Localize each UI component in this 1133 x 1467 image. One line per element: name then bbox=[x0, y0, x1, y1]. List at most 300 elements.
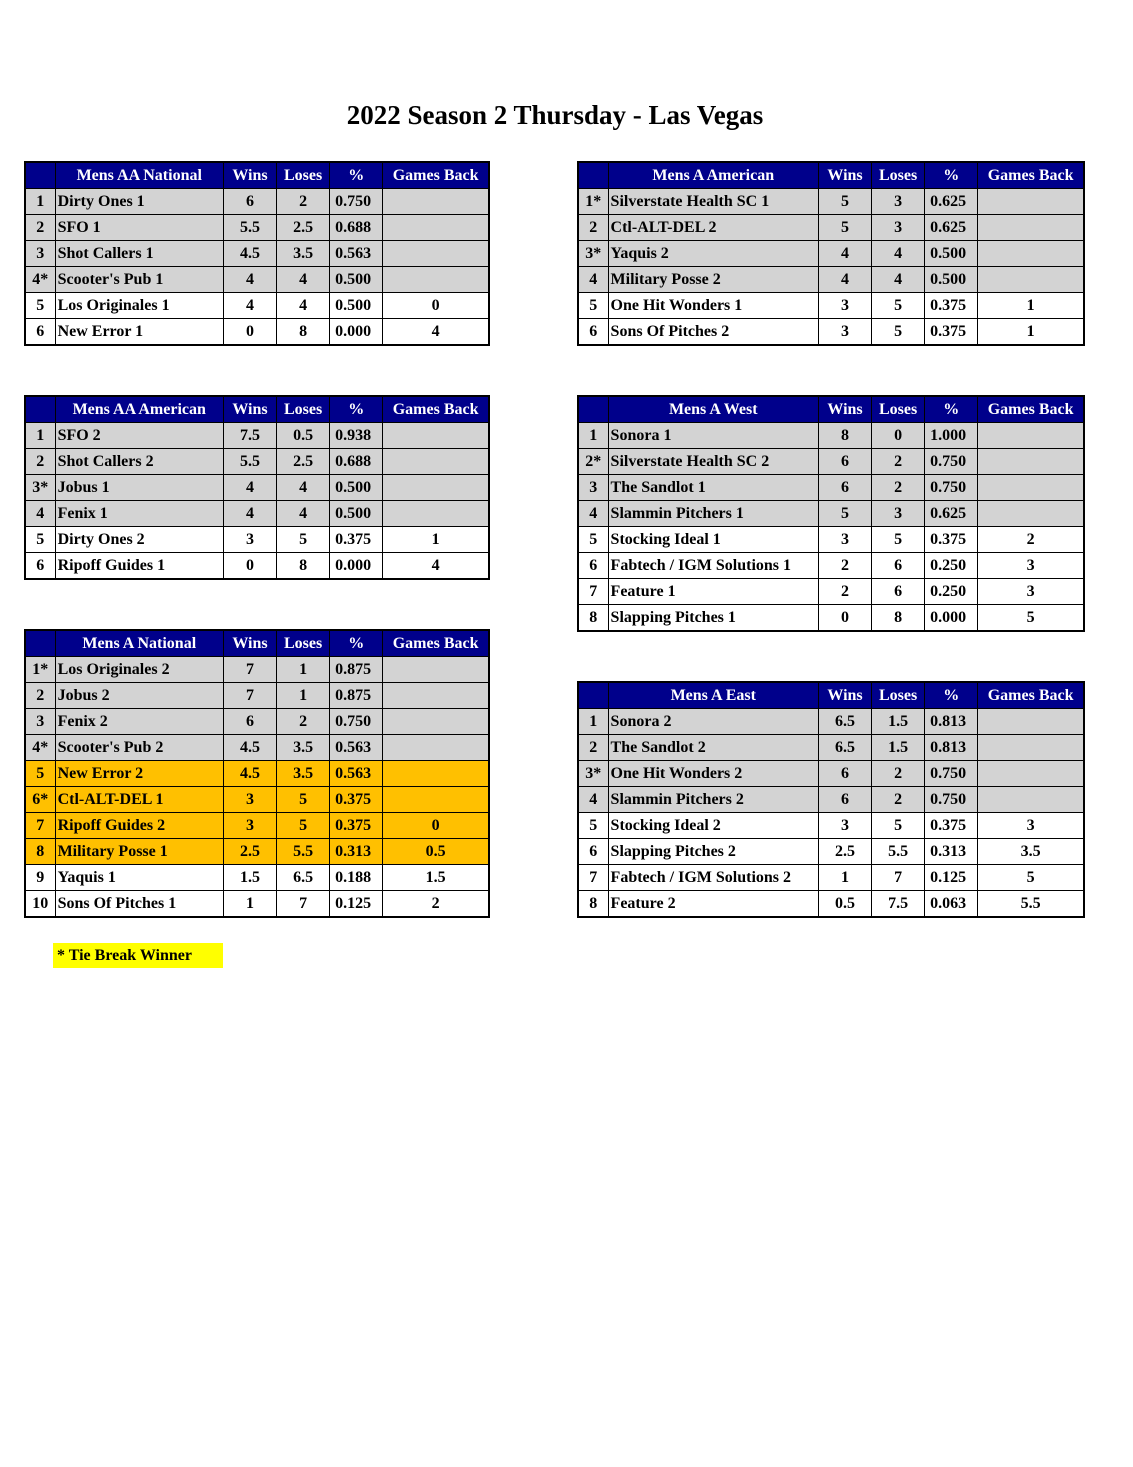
table-row bbox=[578, 891, 1084, 918]
wins-cell: 3 bbox=[223, 787, 276, 813]
loses-cell: 5 bbox=[277, 813, 330, 839]
wins-cell: 5 bbox=[818, 215, 871, 241]
games-back-cell bbox=[978, 735, 1084, 761]
loses-header: Loses bbox=[277, 162, 330, 189]
team-cell: Military Posse 1 bbox=[55, 839, 223, 865]
loses-header: Loses bbox=[277, 630, 330, 657]
pct-cell: 0.500 bbox=[330, 267, 383, 293]
rank-cell: 4* bbox=[25, 267, 55, 293]
team-cell: Ctl-ALT-DEL 1 bbox=[55, 787, 223, 813]
wins-cell: 4 bbox=[818, 241, 871, 267]
table-row bbox=[25, 891, 489, 918]
wins-cell: 1 bbox=[223, 891, 276, 918]
pct-cell: 0.750 bbox=[330, 709, 383, 735]
standings-mens-a-east bbox=[577, 681, 1085, 918]
team-cell: Dirty Ones 1 bbox=[55, 189, 223, 215]
loses-cell: 0 bbox=[872, 423, 925, 449]
team-cell: Fenix 1 bbox=[55, 501, 223, 527]
pct-cell: 0.750 bbox=[925, 787, 978, 813]
table-row bbox=[578, 735, 1084, 761]
pct-cell: 0.000 bbox=[330, 553, 383, 580]
header-row bbox=[578, 682, 1084, 709]
pct-cell: 0.000 bbox=[330, 319, 383, 346]
rank-cell: 5 bbox=[578, 527, 608, 553]
games-back-cell: 3.5 bbox=[978, 839, 1084, 865]
rank-cell: 1* bbox=[578, 189, 608, 215]
table-row bbox=[25, 735, 489, 761]
loses-cell: 4 bbox=[277, 267, 330, 293]
team-cell: One Hit Wonders 1 bbox=[608, 293, 818, 319]
standings-mens-a-west bbox=[577, 395, 1085, 632]
header-row bbox=[25, 162, 489, 189]
rank-cell: 2 bbox=[578, 735, 608, 761]
pct-cell: 0.375 bbox=[330, 527, 383, 553]
rank-cell: 1 bbox=[578, 709, 608, 735]
games-back-cell: 5 bbox=[978, 865, 1084, 891]
team-cell: Sons Of Pitches 1 bbox=[55, 891, 223, 918]
team-cell: Slammin Pitchers 2 bbox=[608, 787, 818, 813]
team-cell: Los Originales 2 bbox=[55, 657, 223, 683]
team-cell: Jobus 1 bbox=[55, 475, 223, 501]
wins-cell: 2 bbox=[818, 553, 871, 579]
pct-cell: 0.563 bbox=[330, 761, 383, 787]
team-cell: Sons Of Pitches 2 bbox=[608, 319, 818, 346]
division-name: Mens AA American bbox=[55, 396, 223, 423]
wins-cell: 5.5 bbox=[223, 215, 276, 241]
rank-cell: 1 bbox=[578, 423, 608, 449]
loses-cell: 2 bbox=[872, 787, 925, 813]
team-cell: Yaquis 2 bbox=[608, 241, 818, 267]
games-back-cell: 2 bbox=[383, 891, 489, 918]
loses-cell: 3 bbox=[872, 501, 925, 527]
table-row bbox=[578, 813, 1084, 839]
pct-cell: 0.750 bbox=[925, 475, 978, 501]
games-back-cell bbox=[383, 501, 489, 527]
rank-cell: 2 bbox=[25, 683, 55, 709]
header-row bbox=[578, 162, 1084, 189]
loses-header: Loses bbox=[277, 396, 330, 423]
team-cell: Los Originales 1 bbox=[55, 293, 223, 319]
pct-cell: 0.813 bbox=[925, 735, 978, 761]
loses-cell: 3.5 bbox=[277, 241, 330, 267]
loses-cell: 4 bbox=[872, 241, 925, 267]
rank-cell: 1 bbox=[25, 423, 55, 449]
wins-cell: 4.5 bbox=[223, 735, 276, 761]
games-back-cell bbox=[978, 189, 1084, 215]
team-cell: Shot Callers 1 bbox=[55, 241, 223, 267]
games-back-cell bbox=[978, 787, 1084, 813]
pct-cell: 0.375 bbox=[330, 787, 383, 813]
team-cell: Slammin Pitchers 1 bbox=[608, 501, 818, 527]
pct-cell: 0.313 bbox=[925, 839, 978, 865]
tie-break-note: * Tie Break Winner bbox=[53, 943, 223, 968]
pct-cell: 0.688 bbox=[330, 449, 383, 475]
team-cell: Feature 1 bbox=[608, 579, 818, 605]
games-back-cell bbox=[383, 189, 489, 215]
loses-cell: 2.5 bbox=[277, 215, 330, 241]
wins-cell: 5 bbox=[818, 189, 871, 215]
rank-cell: 7 bbox=[578, 579, 608, 605]
games-back-cell: 0 bbox=[383, 813, 489, 839]
rank-cell: 3* bbox=[578, 241, 608, 267]
standings-mens-a-american bbox=[577, 161, 1085, 346]
loses-cell: 2 bbox=[277, 709, 330, 735]
table-row bbox=[25, 449, 489, 475]
pct-cell: 0.625 bbox=[925, 189, 978, 215]
rank-cell: 7 bbox=[578, 865, 608, 891]
team-cell: Silverstate Health SC 1 bbox=[608, 189, 818, 215]
team-cell: Shot Callers 2 bbox=[55, 449, 223, 475]
rank-cell: 5 bbox=[578, 813, 608, 839]
division-name: Mens A West bbox=[608, 396, 818, 423]
team-cell: One Hit Wonders 2 bbox=[608, 761, 818, 787]
wins-header: Wins bbox=[818, 396, 871, 423]
table-row bbox=[578, 501, 1084, 527]
table-row bbox=[25, 553, 489, 580]
loses-cell: 4 bbox=[277, 293, 330, 319]
rank-cell: 6* bbox=[25, 787, 55, 813]
rank-cell: 5 bbox=[25, 293, 55, 319]
pct-cell: 0.750 bbox=[925, 761, 978, 787]
wins-cell: 7 bbox=[223, 683, 276, 709]
loses-cell: 8 bbox=[277, 319, 330, 346]
wins-cell: 3 bbox=[818, 813, 871, 839]
games-back-cell: 1 bbox=[978, 293, 1084, 319]
wins-cell: 0 bbox=[223, 553, 276, 580]
table-row bbox=[25, 761, 489, 787]
loses-cell: 5 bbox=[277, 527, 330, 553]
team-cell: Slapping Pitches 1 bbox=[608, 605, 818, 632]
table-row bbox=[578, 787, 1084, 813]
wins-cell: 4 bbox=[223, 501, 276, 527]
table-row bbox=[25, 839, 489, 865]
header-row bbox=[578, 396, 1084, 423]
wins-cell: 6 bbox=[223, 189, 276, 215]
games-back-cell bbox=[978, 215, 1084, 241]
loses-cell: 6 bbox=[872, 579, 925, 605]
games-back-cell bbox=[978, 449, 1084, 475]
pct-cell: 0.500 bbox=[330, 475, 383, 501]
games-back-cell bbox=[978, 761, 1084, 787]
team-cell: Stocking Ideal 2 bbox=[608, 813, 818, 839]
team-cell: Slapping Pitches 2 bbox=[608, 839, 818, 865]
wins-cell: 4 bbox=[223, 267, 276, 293]
loses-cell: 5 bbox=[872, 293, 925, 319]
rank-cell: 8 bbox=[578, 605, 608, 632]
rank-cell: 8 bbox=[25, 839, 55, 865]
table-row bbox=[25, 241, 489, 267]
rank-cell: 2 bbox=[25, 215, 55, 241]
games-back-cell bbox=[383, 683, 489, 709]
rank-header bbox=[578, 162, 608, 189]
table-row bbox=[578, 267, 1084, 293]
table-row bbox=[25, 293, 489, 319]
loses-cell: 7.5 bbox=[872, 891, 925, 918]
team-cell: Ripoff Guides 2 bbox=[55, 813, 223, 839]
pct-cell: 0.250 bbox=[925, 553, 978, 579]
games-back-cell bbox=[978, 501, 1084, 527]
rank-header bbox=[578, 396, 608, 423]
games-back-cell bbox=[383, 735, 489, 761]
loses-cell: 1.5 bbox=[872, 735, 925, 761]
loses-cell: 1.5 bbox=[872, 709, 925, 735]
table-row bbox=[25, 215, 489, 241]
pct-cell: 1.000 bbox=[925, 423, 978, 449]
rank-cell: 5 bbox=[25, 527, 55, 553]
wins-cell: 3 bbox=[818, 319, 871, 346]
games-back-cell: 3 bbox=[978, 553, 1084, 579]
table-row bbox=[25, 657, 489, 683]
division-name: Mens A National bbox=[55, 630, 223, 657]
rank-header bbox=[25, 630, 55, 657]
wins-cell: 4.5 bbox=[223, 761, 276, 787]
loses-cell: 3 bbox=[872, 189, 925, 215]
loses-cell: 6 bbox=[872, 553, 925, 579]
wins-cell: 3 bbox=[818, 293, 871, 319]
rank-header bbox=[25, 396, 55, 423]
loses-cell: 7 bbox=[277, 891, 330, 918]
pct-cell: 0.750 bbox=[925, 449, 978, 475]
table-row bbox=[25, 865, 489, 891]
wins-cell: 1.5 bbox=[223, 865, 276, 891]
team-cell: Ctl-ALT-DEL 2 bbox=[608, 215, 818, 241]
wins-cell: 6 bbox=[818, 449, 871, 475]
team-cell: Military Posse 2 bbox=[608, 267, 818, 293]
games-back-header: Games Back bbox=[383, 162, 489, 189]
wins-cell: 5 bbox=[818, 501, 871, 527]
wins-cell: 4 bbox=[223, 475, 276, 501]
loses-cell: 0.5 bbox=[277, 423, 330, 449]
games-back-cell: 0.5 bbox=[383, 839, 489, 865]
wins-cell: 2 bbox=[818, 579, 871, 605]
loses-cell: 2 bbox=[872, 475, 925, 501]
wins-header: Wins bbox=[223, 396, 276, 423]
wins-cell: 6 bbox=[223, 709, 276, 735]
team-cell: The Sandlot 2 bbox=[608, 735, 818, 761]
loses-cell: 5 bbox=[872, 527, 925, 553]
team-cell: SFO 1 bbox=[55, 215, 223, 241]
wins-cell: 3 bbox=[223, 813, 276, 839]
team-cell: New Error 2 bbox=[55, 761, 223, 787]
table-row bbox=[578, 605, 1084, 632]
wins-header: Wins bbox=[223, 630, 276, 657]
rank-cell: 4 bbox=[578, 787, 608, 813]
pct-cell: 0.250 bbox=[925, 579, 978, 605]
team-cell: Fabtech / IGM Solutions 1 bbox=[608, 553, 818, 579]
wins-cell: 0.5 bbox=[818, 891, 871, 918]
team-cell: New Error 1 bbox=[55, 319, 223, 346]
loses-cell: 5 bbox=[277, 787, 330, 813]
table-row bbox=[25, 423, 489, 449]
header-row bbox=[25, 630, 489, 657]
games-back-cell: 1.5 bbox=[383, 865, 489, 891]
rank-cell: 5 bbox=[578, 293, 608, 319]
wins-cell: 7.5 bbox=[223, 423, 276, 449]
games-back-cell: 1 bbox=[978, 319, 1084, 346]
wins-cell: 4 bbox=[818, 267, 871, 293]
rank-cell: 4 bbox=[578, 501, 608, 527]
pct-cell: 0.813 bbox=[925, 709, 978, 735]
games-back-cell: 4 bbox=[383, 553, 489, 580]
games-back-cell bbox=[978, 423, 1084, 449]
team-cell: The Sandlot 1 bbox=[608, 475, 818, 501]
games-back-header: Games Back bbox=[978, 682, 1084, 709]
rank-cell: 10 bbox=[25, 891, 55, 918]
wins-header: Wins bbox=[818, 162, 871, 189]
team-cell: Sonora 2 bbox=[608, 709, 818, 735]
rank-cell: 8 bbox=[578, 891, 608, 918]
loses-cell: 1 bbox=[277, 683, 330, 709]
pct-header: % bbox=[330, 162, 383, 189]
pct-cell: 0.313 bbox=[330, 839, 383, 865]
pct-cell: 0.875 bbox=[330, 683, 383, 709]
table-row bbox=[578, 293, 1084, 319]
games-back-cell: 3 bbox=[978, 813, 1084, 839]
table-row bbox=[25, 709, 489, 735]
table-row bbox=[578, 761, 1084, 787]
wins-cell: 1 bbox=[818, 865, 871, 891]
table-row bbox=[25, 787, 489, 813]
games-back-cell bbox=[383, 423, 489, 449]
rank-cell: 3* bbox=[578, 761, 608, 787]
rank-cell: 2 bbox=[578, 215, 608, 241]
rank-cell: 1 bbox=[25, 189, 55, 215]
table-row bbox=[25, 813, 489, 839]
team-cell: Fabtech / IGM Solutions 2 bbox=[608, 865, 818, 891]
pct-cell: 0.000 bbox=[925, 605, 978, 632]
wins-cell: 0 bbox=[818, 605, 871, 632]
games-back-cell bbox=[383, 761, 489, 787]
team-cell: Scooter's Pub 1 bbox=[55, 267, 223, 293]
loses-cell: 3.5 bbox=[277, 735, 330, 761]
games-back-header: Games Back bbox=[978, 162, 1084, 189]
games-back-cell bbox=[383, 449, 489, 475]
games-back-cell bbox=[978, 709, 1084, 735]
games-back-cell: 4 bbox=[383, 319, 489, 346]
wins-cell: 7 bbox=[223, 657, 276, 683]
wins-cell: 4.5 bbox=[223, 241, 276, 267]
pct-cell: 0.375 bbox=[925, 813, 978, 839]
pct-cell: 0.125 bbox=[330, 891, 383, 918]
standings-mens-a-national bbox=[24, 629, 490, 918]
rank-cell: 6 bbox=[25, 553, 55, 580]
games-back-cell: 5 bbox=[978, 605, 1084, 632]
pct-cell: 0.750 bbox=[330, 189, 383, 215]
loses-cell: 8 bbox=[872, 605, 925, 632]
standings-mens-aa-national bbox=[24, 161, 490, 346]
table-row bbox=[578, 865, 1084, 891]
games-back-cell bbox=[383, 475, 489, 501]
table-row bbox=[578, 475, 1084, 501]
games-back-cell: 3 bbox=[978, 579, 1084, 605]
table-row bbox=[578, 553, 1084, 579]
loses-cell: 4 bbox=[277, 475, 330, 501]
games-back-cell: 1 bbox=[383, 527, 489, 553]
pct-cell: 0.500 bbox=[330, 501, 383, 527]
rank-cell: 6 bbox=[578, 319, 608, 346]
table-row bbox=[578, 839, 1084, 865]
pct-cell: 0.563 bbox=[330, 241, 383, 267]
rank-cell: 3 bbox=[25, 709, 55, 735]
pct-cell: 0.625 bbox=[925, 215, 978, 241]
table-row bbox=[25, 475, 489, 501]
wins-cell: 6.5 bbox=[818, 735, 871, 761]
loses-cell: 2 bbox=[872, 449, 925, 475]
loses-header: Loses bbox=[872, 162, 925, 189]
pct-cell: 0.125 bbox=[925, 865, 978, 891]
loses-header: Loses bbox=[872, 682, 925, 709]
division-name: Mens AA National bbox=[55, 162, 223, 189]
games-back-cell bbox=[383, 787, 489, 813]
wins-cell: 6.5 bbox=[818, 709, 871, 735]
wins-cell: 3 bbox=[223, 527, 276, 553]
table-row bbox=[578, 423, 1084, 449]
table-row bbox=[578, 215, 1084, 241]
games-back-cell bbox=[383, 215, 489, 241]
loses-cell: 1 bbox=[277, 657, 330, 683]
pct-header: % bbox=[925, 396, 978, 423]
table-row bbox=[25, 683, 489, 709]
page-title: 2022 Season 2 Thursday - Las Vegas bbox=[346, 100, 764, 130]
table-row bbox=[25, 527, 489, 553]
team-cell: Dirty Ones 2 bbox=[55, 527, 223, 553]
loses-cell: 5 bbox=[872, 319, 925, 346]
loses-cell: 2 bbox=[872, 761, 925, 787]
table-row bbox=[578, 709, 1084, 735]
pct-header: % bbox=[330, 396, 383, 423]
table-row bbox=[578, 527, 1084, 553]
games-back-cell bbox=[978, 241, 1084, 267]
team-cell: Feature 2 bbox=[608, 891, 818, 918]
division-name: Mens A East bbox=[608, 682, 818, 709]
loses-cell: 2.5 bbox=[277, 449, 330, 475]
pct-header: % bbox=[925, 162, 978, 189]
rank-cell: 6 bbox=[578, 553, 608, 579]
rank-cell: 4 bbox=[578, 267, 608, 293]
pct-cell: 0.375 bbox=[925, 319, 978, 346]
rank-cell: 1* bbox=[25, 657, 55, 683]
loses-cell: 3 bbox=[872, 215, 925, 241]
games-back-cell bbox=[383, 267, 489, 293]
table-row bbox=[578, 319, 1084, 346]
rank-cell: 3* bbox=[25, 475, 55, 501]
wins-cell: 8 bbox=[818, 423, 871, 449]
wins-cell: 6 bbox=[818, 787, 871, 813]
games-back-cell bbox=[383, 709, 489, 735]
games-back-cell bbox=[383, 657, 489, 683]
pct-cell: 0.500 bbox=[925, 241, 978, 267]
table-row bbox=[25, 501, 489, 527]
loses-cell: 2 bbox=[277, 189, 330, 215]
rank-cell: 2* bbox=[578, 449, 608, 475]
rank-header bbox=[578, 682, 608, 709]
team-cell: Silverstate Health SC 2 bbox=[608, 449, 818, 475]
loses-cell: 4 bbox=[277, 501, 330, 527]
wins-cell: 6 bbox=[818, 761, 871, 787]
wins-header: Wins bbox=[223, 162, 276, 189]
table-row bbox=[25, 267, 489, 293]
pct-cell: 0.500 bbox=[330, 293, 383, 319]
table-row bbox=[578, 449, 1084, 475]
loses-cell: 5.5 bbox=[277, 839, 330, 865]
pct-cell: 0.688 bbox=[330, 215, 383, 241]
rank-cell: 7 bbox=[25, 813, 55, 839]
games-back-cell bbox=[978, 267, 1084, 293]
header-row bbox=[25, 396, 489, 423]
wins-cell: 6 bbox=[818, 475, 871, 501]
loses-cell: 4 bbox=[872, 267, 925, 293]
games-back-cell bbox=[978, 475, 1084, 501]
